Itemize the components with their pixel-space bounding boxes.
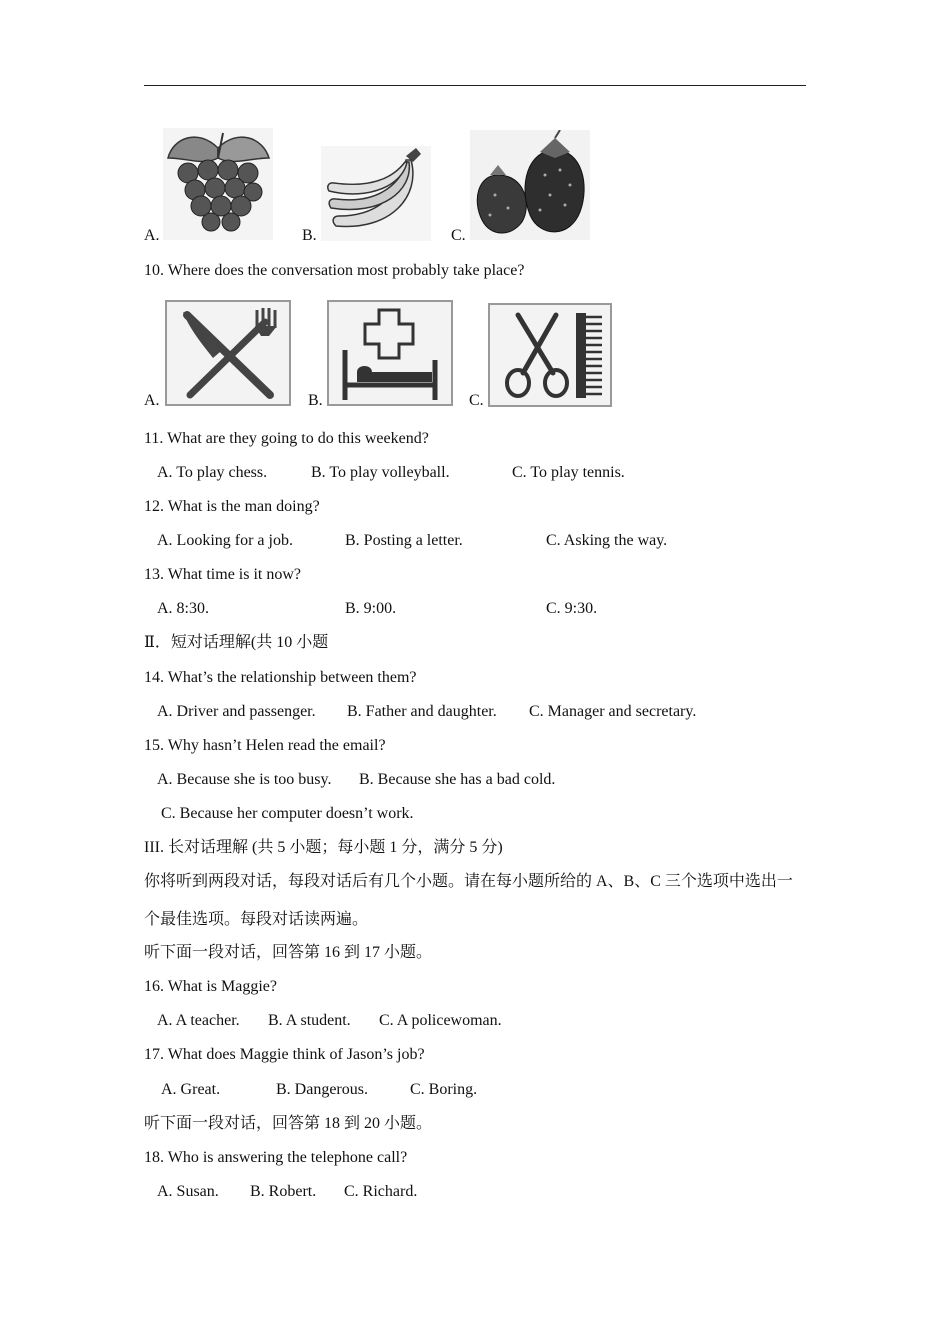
q11-option-a[interactable]: A. To play chess. xyxy=(157,464,268,481)
scissors-comb-icon[interactable] xyxy=(488,303,612,407)
dialog-2-instruction: 听下面一段对话，回答第 18 到 20 小题。 xyxy=(144,1115,433,1132)
strawberries-icon[interactable] xyxy=(470,130,590,240)
q10-option-c-label[interactable]: C. xyxy=(469,392,484,409)
q9-option-c-label[interactable]: C. xyxy=(451,227,466,244)
bananas-icon[interactable] xyxy=(321,146,431,241)
q14-question: 14. What’s the relationship between them? xyxy=(144,669,417,686)
q18-option-c[interactable]: C. Richard. xyxy=(344,1183,418,1200)
q15-option-b[interactable]: B. Because she has a bad cold. xyxy=(359,771,556,788)
q10-option-a-label[interactable]: A. xyxy=(144,392,160,409)
q15-option-c[interactable]: C. Because her computer doesn’t work. xyxy=(161,805,414,822)
q9-option-b-label[interactable]: B. xyxy=(302,227,317,244)
q16-question: 16. What is Maggie? xyxy=(144,978,278,995)
q14-option-b[interactable]: B. Father and daughter. xyxy=(347,703,497,720)
q14-option-a[interactable]: A. Driver and passenger. xyxy=(157,703,316,720)
section-2-heading: Ⅱ．短对话理解(共 10 小题 xyxy=(144,634,329,651)
q12-option-c[interactable]: C. Asking the way. xyxy=(546,532,668,549)
q14-option-c[interactable]: C. Manager and secretary. xyxy=(529,703,697,720)
hospital-bed-icon[interactable] xyxy=(327,300,453,406)
q16-option-a[interactable]: A. A teacher. xyxy=(157,1012,240,1029)
grapes-icon[interactable] xyxy=(163,128,273,240)
q18-option-b[interactable]: B. Robert. xyxy=(250,1183,317,1200)
section-3-instruction-line-2: 个最佳选项。每段对话读两遍。 xyxy=(144,911,369,928)
q12-option-a[interactable]: A. Looking for a job. xyxy=(157,532,293,549)
knife-fork-icon[interactable] xyxy=(165,300,291,406)
q17-question: 17. What does Maggie think of Jason’s job? xyxy=(144,1046,425,1063)
q17-option-b[interactable]: B. Dangerous. xyxy=(276,1081,368,1098)
q12-question: 12. What is the man doing? xyxy=(144,498,320,515)
q11-question: 11. What are they going to do this weekend? xyxy=(144,430,429,447)
section-3-heading: III. 长对话理解 (共 5 小题；每小题 1 分，满分 5 分) xyxy=(144,839,503,856)
q18-option-a[interactable]: A. Susan. xyxy=(157,1183,219,1200)
q16-option-b[interactable]: B. A student. xyxy=(268,1012,351,1029)
q17-option-a[interactable]: A. Great. xyxy=(161,1081,221,1098)
q10-option-b-label[interactable]: B. xyxy=(308,392,323,409)
header-rule xyxy=(144,85,806,86)
q13-option-a[interactable]: A. 8:30. xyxy=(157,600,209,617)
q13-option-c[interactable]: C. 9:30. xyxy=(546,600,598,617)
q17-option-c[interactable]: C. Boring. xyxy=(410,1081,478,1098)
q18-question: 18. Who is answering the telephone call? xyxy=(144,1149,408,1166)
q13-option-b[interactable]: B. 9:00. xyxy=(345,600,397,617)
q15-option-a[interactable]: A. Because she is too busy. xyxy=(157,771,332,788)
q13-question: 13. What time is it now? xyxy=(144,566,302,583)
dialog-1-instruction: 听下面一段对话，回答第 16 到 17 小题。 xyxy=(144,944,433,961)
section-3-instruction-line-1: 你将听到两段对话，每段对话后有几个小题。请在每小题所给的 A、B、C 三个选项中选出一 xyxy=(144,873,793,890)
q16-option-c[interactable]: C. A policewoman. xyxy=(379,1012,502,1029)
q12-option-b[interactable]: B. Posting a letter. xyxy=(345,532,463,549)
q10-question: 10. Where does the conversation most probably take place? xyxy=(144,262,525,279)
q15-question: 15. Why hasn’t Helen read the email? xyxy=(144,737,386,754)
q11-option-c[interactable]: C. To play tennis. xyxy=(512,464,625,481)
q11-option-b[interactable]: B. To play volleyball. xyxy=(311,464,450,481)
q9-option-a-label[interactable]: A. xyxy=(144,227,160,244)
